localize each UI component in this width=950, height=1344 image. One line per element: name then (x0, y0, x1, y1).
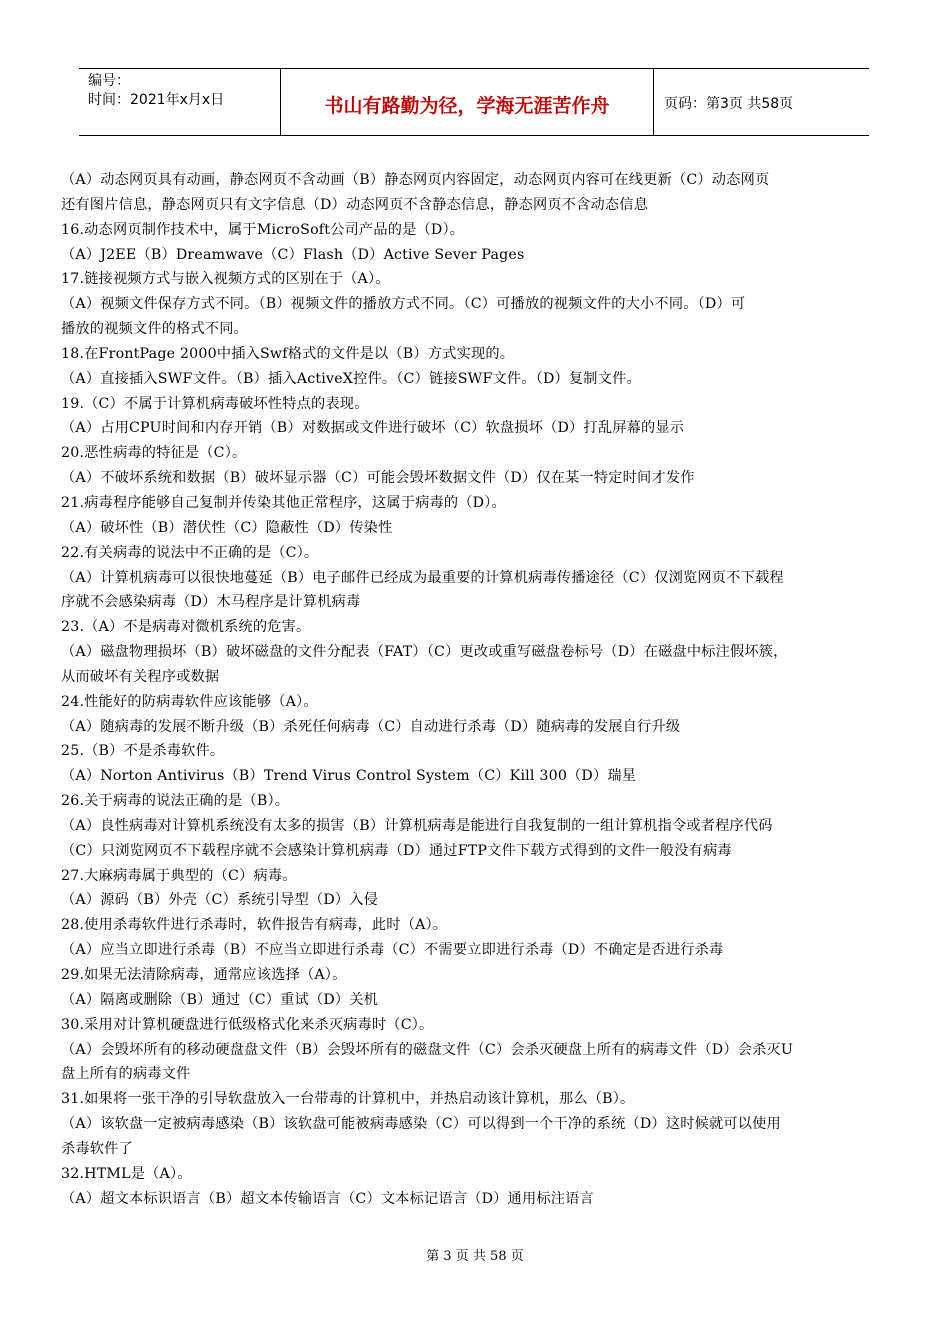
text-line: （A）Norton Antivirus（B）Trend Virus Control System（C）Kill 300（D）瑞星 (61, 768, 637, 785)
text-line: （A）动态网页具有动画，静态网页不含动画（B）静态网页内容固定，动态网页内容可在线更新（C）动态网页 (61, 172, 770, 188)
number-label: 编号： (88, 73, 130, 89)
text-line: 23.（A）不是病毒对微机系统的危害。 (61, 619, 311, 636)
text-line: 26.关于病毒的说法正确的是（B）。 (61, 793, 290, 810)
text-line: （A）良性病毒对计算机系统没有太多的损害（B）计算机病毒是能进行自我复制的一组计算机指令或者程序代码 (61, 817, 773, 834)
text-line: 还有图片信息，静态网页只有文字信息（D）动态网页不含静态信息，静态网页不含动态信息 (61, 196, 649, 213)
text-line: 24.性能好的防病毒软件应该能够（A）。 (61, 693, 318, 710)
text-line: 31.如果将一张干净的引导软盘放入一台带毒的计算机中，并热启动该计算机，那么（B）。 (61, 1091, 635, 1108)
text-line: （A）不破坏系统和数据（B）破坏显示器（C）可能会毁坏数据文件（D）仅在某一特定时间才发作 (61, 470, 695, 487)
text-line: 32.HTML是（A）。 (61, 1165, 192, 1182)
text-line: （A）随病毒的发展不断升级（B）杀死任何病毒（C）自动进行杀毒（D）随病毒的发展自行升级 (61, 718, 681, 735)
page-footer: 第 3 页 共 58 页 (426, 1249, 524, 1264)
text-line: 21.病毒程序能够自己复制并传染其他正常程序，这属于病毒的（D）。 (61, 494, 506, 511)
text-line: （A）J2EE（B）Dreamwave（C）Flash（D）Active Sever Pages (61, 246, 525, 263)
text-line: 16.动态网页制作技术中，属于MicroSoft公司产品的是（D）。 (61, 221, 465, 238)
text-line: 杀毒软件了 (61, 1140, 133, 1157)
text-line: （A）隔离或删除（B）通过（C）重试（D）关机 (61, 991, 379, 1008)
text-line: （A）源码（B）外壳（C）系统引导型（D）入侵 (61, 892, 379, 909)
header-motto: 书山有路勤为径，学海无涯苦作舟 (281, 69, 654, 135)
text-line: 盘上所有的病毒文件 (61, 1066, 191, 1083)
page-header (79, 68, 869, 136)
header-page-info: 页码：第3页 共58页 (664, 96, 794, 112)
text-line: 19.（C）不属于计算机病毒破坏性特点的表现。 (61, 395, 369, 412)
text-line: 18.在FrontPage 2000中插入Swf格式的文件是以（B）方式实现的。 (61, 345, 515, 362)
text-line: （A）视频文件保存方式不同。（B）视频文件的播放方式不同。（C）可播放的视频文件的大小不同。（D）可 (61, 296, 746, 313)
text-line: 28.使用杀毒软件进行杀毒时，软件报告有病毒，此时（A）。 (61, 917, 448, 934)
text-line: 29.如果无法清除病毒，通常应该选择（A）。 (61, 967, 347, 983)
text-line: 序就不会感染病毒（D）木马程序是计算机病毒 (61, 594, 361, 611)
text-line: （A）磁盘物理损坏（B）破坏磁盘的文件分配表（FAT）（C）更改或重写磁盘卷标号（D）在磁盘中标注假坏簇， (61, 644, 788, 661)
text-line: （A）破坏性（B）潜伏性（C）隐蔽性（D）传染性 (61, 519, 393, 536)
text-line: 22.有关病毒的说法中不正确的是（C）。 (61, 544, 319, 561)
text-line: 20.恶性病毒的特征是（C）。 (61, 445, 247, 462)
document-body (61, 168, 891, 1211)
text-line: （C）只浏览网页不下载程序就不会感染计算机病毒（D）通过FTP文件下载方式得到的文件一般没有病毒 (61, 842, 732, 859)
text-line: （A）该软盘一定被病毒感染（B）该软盘可能被病毒感染（C）可以得到一个干净的系统（D）这时候就可以使用 (61, 1116, 781, 1133)
time-label: 时间：2021年x月x日 (88, 92, 225, 108)
text-line: （A）占用CPU时间和内存开销（B）对数据或文件进行破坏（C）软盘损坏（D）打乱屏幕的显示 (61, 420, 685, 437)
text-line: 25.（B）不是杀毒软件。 (61, 743, 225, 760)
text-line: （A）超文本标识语言（B）超文本传输语言（C）文本标记语言（D）通用标注语言 (61, 1190, 594, 1207)
text-line: 播放的视频文件的格式不同。 (61, 321, 249, 338)
header-meta (79, 69, 281, 135)
text-line: 30.采用对计算机硬盘进行低级格式化来杀灭病毒时（C）。 (61, 1016, 434, 1033)
text-line: （A）计算机病毒可以很快地蔓延（B）电子邮件已经成为最重要的计算机病毒传播途径（C）仅浏览网页不下载程 (61, 569, 784, 586)
text-line: （A）直接插入SWF文件。（B）插入ActiveX控件。（C）链接SWF文件。（D）复制文件。 (61, 370, 641, 387)
text-line: 17.链接视频方式与嵌入视频方式的区别在于（A）。 (61, 271, 390, 288)
text-line: （A）应当立即进行杀毒（B）不应当立即进行杀毒（C）不需要立即进行杀毒（D）不确定是否进行杀毒 (61, 942, 724, 959)
text-line: 27.大麻病毒属于典型的（C）病毒。 (61, 867, 297, 884)
text-line: （A）会毁坏所有的移动硬盘盘文件（B）会毁坏所有的磁盘文件（C）会杀灭硬盘上所有的病毒文件（D）会杀灭U (61, 1041, 794, 1058)
text-line: 从而破坏有关程序或数据 (61, 668, 220, 685)
